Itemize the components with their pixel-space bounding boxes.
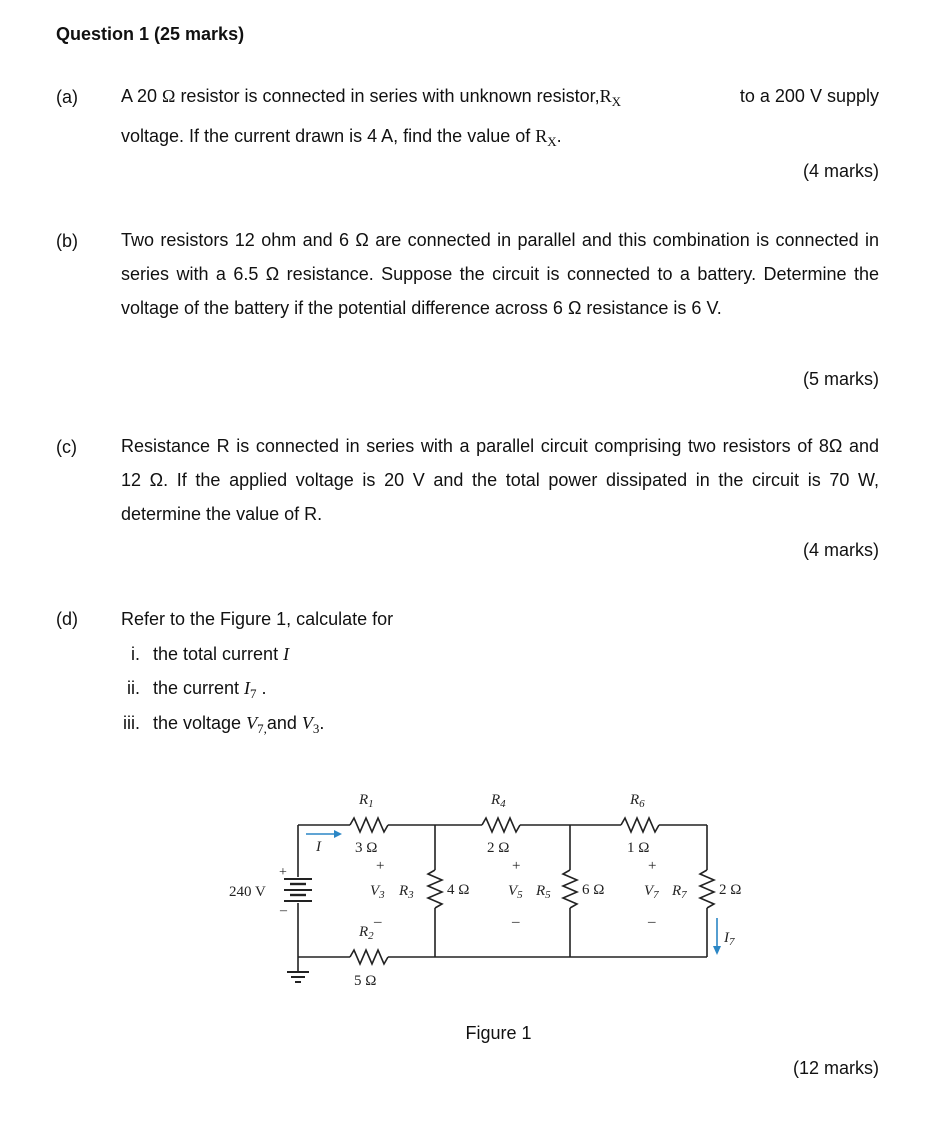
item-iii-text: the voltage $V_{7,}and$ $V_3$. [153, 713, 325, 736]
r5-zigzag [563, 870, 577, 908]
r6-zigzag [621, 818, 659, 832]
source-minus: – [280, 903, 287, 918]
r3-value: 4 Ω [447, 882, 470, 898]
r1-name: $R_1$ [359, 792, 374, 810]
v3-minus: – [374, 914, 382, 930]
ground-icon [287, 972, 309, 982]
r2-value: 5 Ω [354, 973, 377, 989]
part-a-line2: voltage. If the current drawn is 4 A, find the value of $R_X$. [121, 126, 562, 149]
r6-value: 1 Ω [627, 840, 650, 856]
v7-plus: + [648, 858, 657, 874]
r7-value: 2 Ω [719, 882, 742, 898]
part-a-line1-left: A 20 Ω resistor is connected in series with unknown $resistor,R_X$ [121, 86, 622, 109]
v7-label: $V_7$ [644, 883, 659, 901]
part-a-line1 [121, 79, 879, 119]
part-a-label: (a) [56, 87, 78, 107]
v3-label: $V_3$ [370, 883, 385, 901]
battery-icon [284, 879, 312, 901]
ohm-symbol: Ω [162, 86, 176, 106]
figure-caption: Figure 1 [465, 1023, 532, 1043]
rx-symbol: $R_X$ [599, 86, 622, 109]
item-iii-num: iii. [123, 713, 140, 733]
v7-minus: – [648, 914, 656, 930]
r4-value: 2 Ω [487, 840, 510, 856]
part-d-intro: Refer to the Figure 1, calculate for [121, 609, 394, 629]
item-ii-num: ii. [127, 678, 140, 698]
current-arrow-i7 [713, 918, 721, 955]
item-i-text: the total current I [153, 644, 290, 664]
r4-name: $R_4$ [491, 792, 506, 810]
current-arrow-i [306, 830, 342, 838]
r1-value: 3 Ω [355, 840, 378, 856]
part-b-label: (b) [56, 231, 78, 251]
part-a-marks: (4 marks) [803, 161, 879, 181]
r7-zigzag [700, 870, 714, 908]
current-i-label: I [316, 839, 321, 855]
r6-name: $R_6$ [630, 792, 645, 810]
part-b-text: Two resistors 12 ohm and 6 Ω are connected in parallel and this combination is connected in series with a 6.5 Ω resistance. Suppose the circuit is connected to a battery. Determine the voltage of the battery if the potential difference across 6 Ω resistance is 6 V. [121, 230, 879, 318]
r5-value: 6 Ω [582, 882, 605, 898]
source-label: 240 V [229, 884, 266, 900]
source-plus: + [279, 865, 287, 880]
v5-plus: + [512, 858, 521, 874]
r3-zigzag [428, 870, 442, 908]
part-b-marks: (5 marks) [803, 369, 879, 389]
part-c-label: (c) [56, 437, 77, 457]
question-title: Question 1 (25 marks) [56, 24, 245, 44]
r1-zigzag [350, 818, 388, 832]
current-i7-label: $I_7$ [724, 930, 735, 948]
part-c-marks: (4 marks) [803, 540, 879, 560]
r3-name: $R_3$ [399, 883, 414, 901]
part-d-label: (d) [56, 609, 78, 629]
part-c-text: Resistance R is connected in series with a parallel circuit comprising two resistors of 8Ω and 12 Ω. If the applied voltage is 20 V and the total power dissipated in the circuit is 70 W, determine the value of R. [121, 436, 879, 524]
circuit-diagram [0, 770, 945, 1010]
v3-plus: + [376, 858, 385, 874]
part-a-text [121, 79, 879, 159]
v5-minus: – [512, 914, 520, 930]
v5-label: $V_5$ [508, 883, 523, 901]
r4-zigzag [482, 818, 520, 832]
part-d-marks: (12 marks) [792, 1058, 879, 1078]
r7-name: $R_7$ [672, 883, 687, 901]
r2-zigzag [350, 950, 388, 964]
rx-symbol-2: $R_X$ [535, 126, 557, 149]
r5-name: $R_5$ [536, 883, 551, 901]
item-ii-text: the current $I_7$ . [153, 678, 267, 701]
r2-name: $R_2$ [359, 924, 374, 942]
part-a-line1-right: to a 200 V supply [739, 86, 879, 106]
item-i-num: i. [131, 644, 140, 664]
